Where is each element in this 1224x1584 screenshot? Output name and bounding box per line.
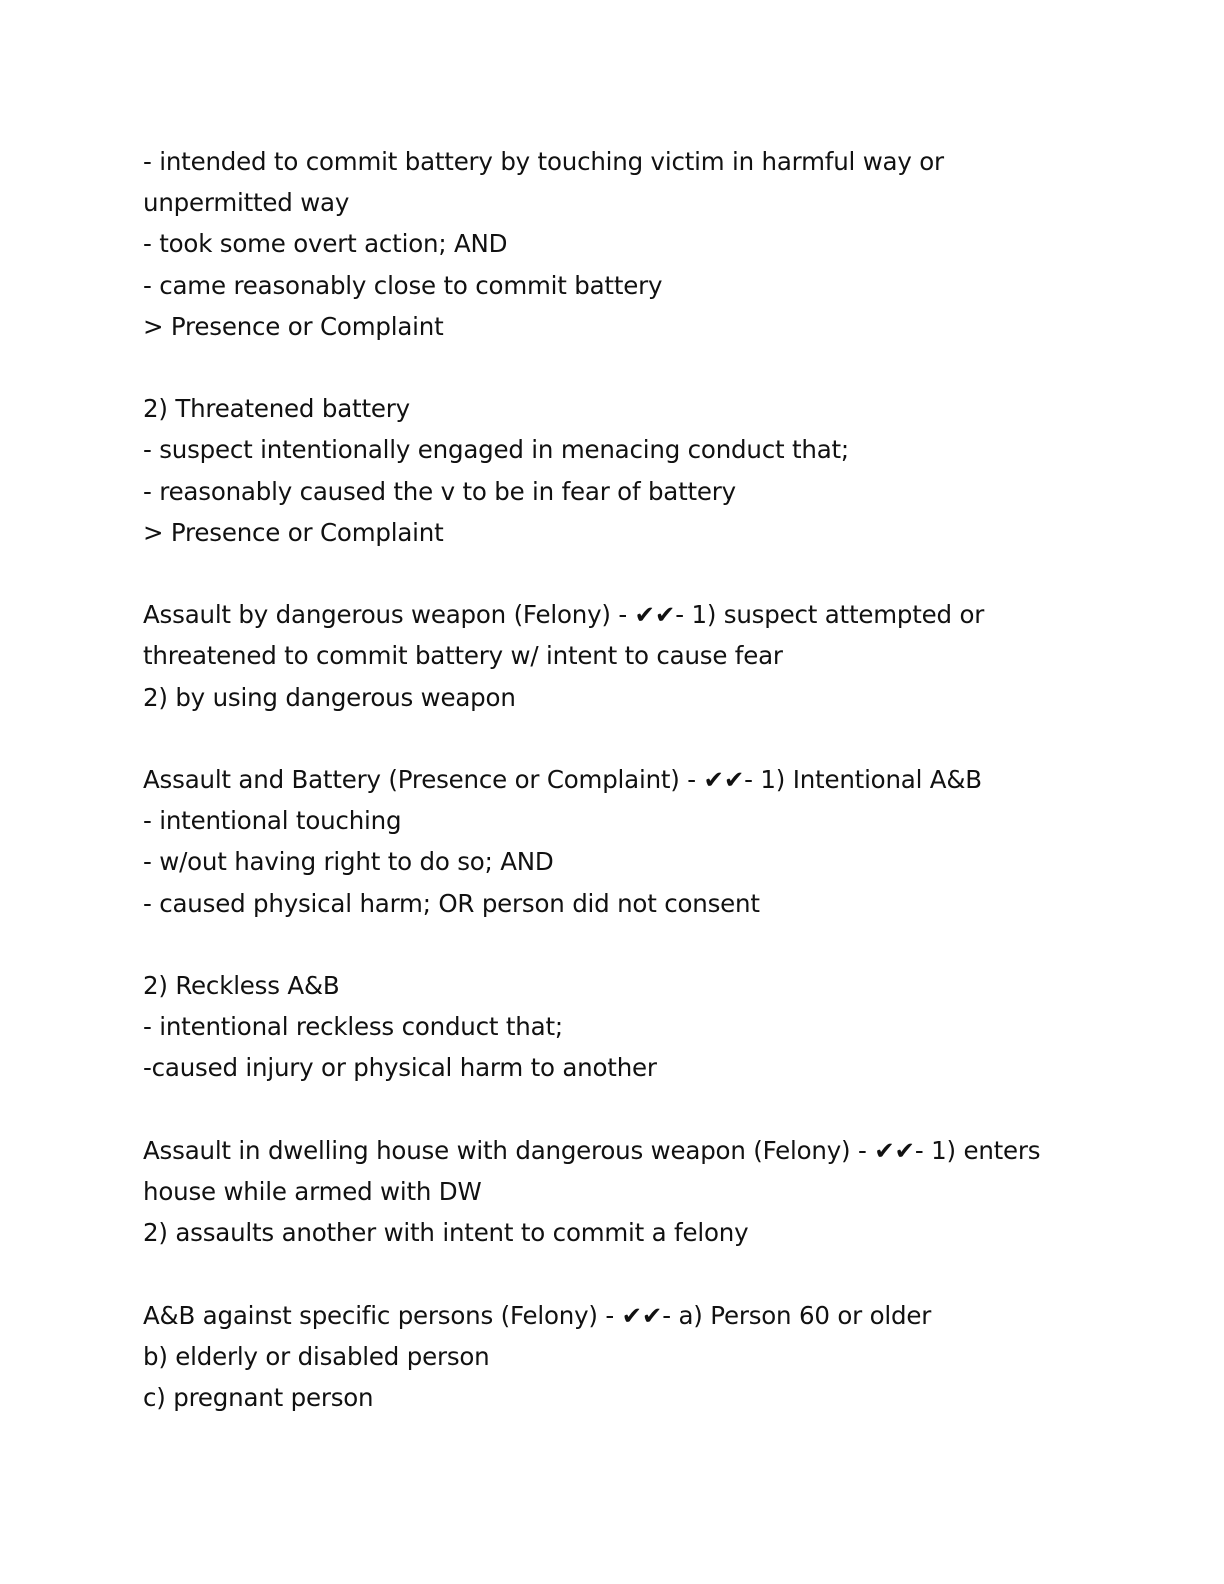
text-line: - intended to commit battery by touching victim in harmful way or [143, 147, 944, 176]
blank-line [143, 924, 1103, 965]
text-line: c) pregnant person [143, 1383, 374, 1412]
text-line: b) elderly or disabled person [143, 1341, 490, 1371]
blank-line [143, 1253, 1103, 1294]
text-line: > Presence or Complaint [143, 311, 444, 341]
text-line: - took some overt action; AND [143, 229, 508, 259]
text-line: > Presence or Complaint [143, 517, 444, 547]
text-line: 2) Threatened battery [143, 394, 410, 424]
text-line: -caused injury or physical harm to another [143, 1053, 657, 1083]
text-line: unpermitted way [143, 188, 350, 218]
document-body [143, 141, 1103, 1418]
text-line: - intentional touching [143, 806, 402, 836]
text-line: - came reasonably close to commit battery [143, 270, 663, 300]
blank-line [143, 347, 1103, 388]
text-line: - caused physical harm; OR person did not consent [143, 888, 760, 918]
blank-line [143, 718, 1103, 759]
text-line: - reasonably caused the v to be in fear of battery [143, 476, 736, 506]
text-line: threatened to commit battery w/ intent to cause fear [143, 641, 783, 671]
blank-line [143, 553, 1103, 594]
text-line: Assault in dwelling house with dangerous weapon (Felony) - ✔✔- 1) enters [143, 1135, 1041, 1165]
blank-line [143, 1089, 1103, 1130]
text-line: Assault and Battery (Presence or Complaint) - ✔✔- 1) Intentional A&B [143, 765, 982, 794]
text-line: 2) assaults another with intent to commit a felony [143, 1218, 749, 1248]
text-line: house while armed with DW [143, 1177, 482, 1206]
text-line: - suspect intentionally engaged in menacing conduct that; [143, 435, 849, 465]
text-line: 2) Reckless A&B [143, 971, 340, 1000]
text-line: A&B against specific persons (Felony) - ✔✔- a) Person 60 or older [143, 1300, 932, 1330]
text-line: 2) by using dangerous weapon [143, 682, 516, 712]
text-line: - w/out having right to do so; AND [143, 847, 554, 877]
text-line: - intentional reckless conduct that; [143, 1012, 563, 1042]
text-line: Assault by dangerous weapon (Felony) - ✔✔- 1) suspect attempted or [143, 600, 985, 630]
